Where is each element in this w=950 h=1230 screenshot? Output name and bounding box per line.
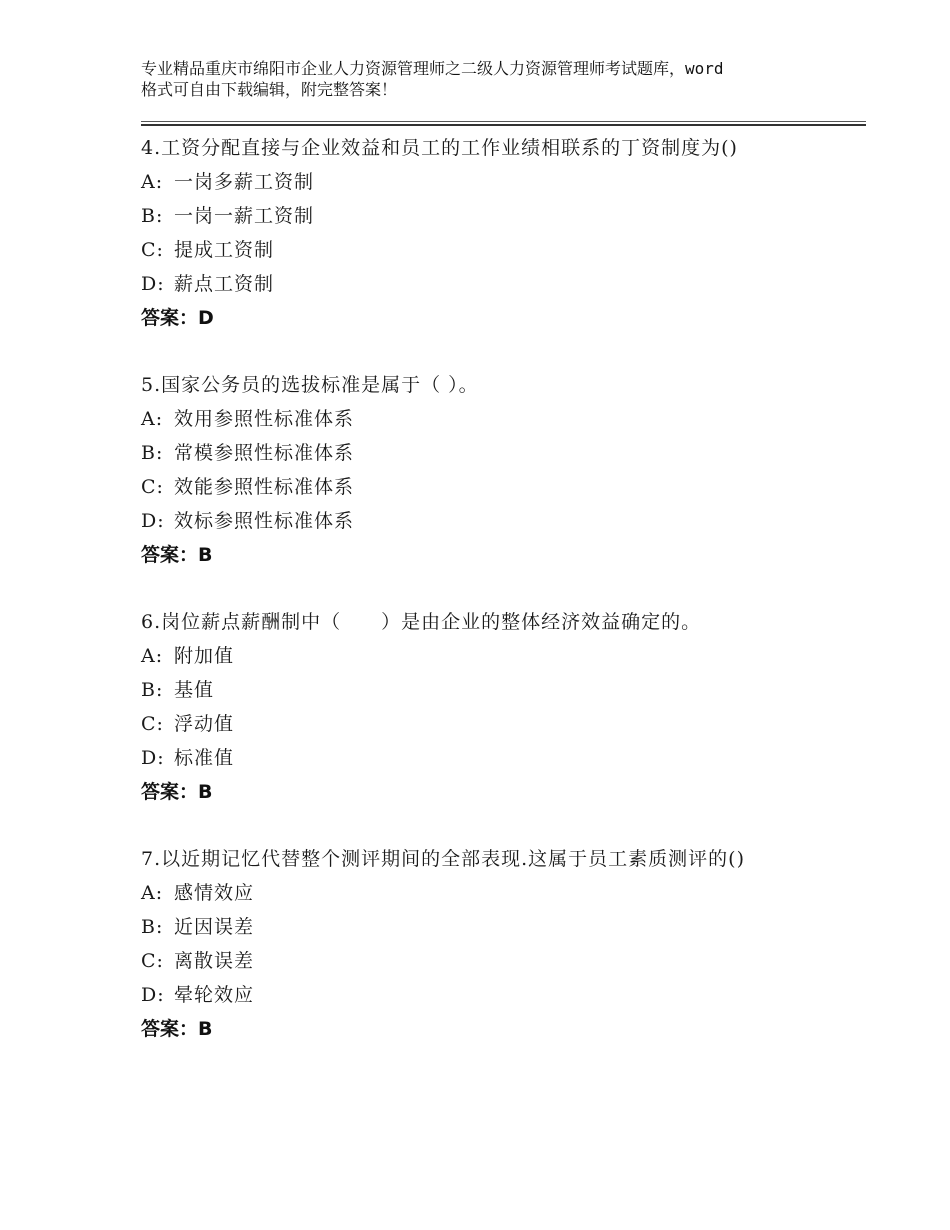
- option-key: B:: [141, 205, 164, 227]
- option-text: 效标参照性标准体系: [174, 510, 355, 532]
- option-b: [141, 199, 841, 233]
- option-key: A:: [141, 171, 164, 193]
- option-a: [141, 639, 841, 673]
- option-text: 常模参照性标准体系: [174, 442, 355, 464]
- option-d: [141, 504, 841, 538]
- option-key: A:: [141, 408, 164, 430]
- option-key: D:: [141, 273, 165, 295]
- question-stem: 6.岗位薪点薪酬制中（ ）是由企业的整体经济效益确定的。: [141, 611, 702, 633]
- option-text: 基值: [174, 679, 215, 701]
- option-c: [141, 707, 841, 741]
- answer-line: 答案：B: [141, 544, 213, 566]
- header-divider-thin: [141, 121, 866, 122]
- option-a: [141, 165, 841, 199]
- option-text: 标准值: [174, 747, 235, 769]
- option-d: [141, 741, 841, 775]
- option-b: [141, 673, 841, 707]
- question-item: [141, 605, 841, 809]
- option-key: D:: [141, 984, 165, 1006]
- option-text: 附加值: [174, 645, 235, 667]
- option-b: [141, 436, 841, 470]
- answer-line: 答案：B: [141, 781, 213, 803]
- option-key: D:: [141, 510, 165, 532]
- option-key: B:: [141, 679, 164, 701]
- question-item: [141, 368, 841, 572]
- option-text: 一岗多薪工资制: [174, 171, 315, 193]
- document-header: [141, 58, 831, 100]
- header-divider-thick: [141, 124, 866, 126]
- option-key: B:: [141, 442, 164, 464]
- question-stem: 7.以近期记忆代替整个测评期间的全部表现.这属于员工素质测评的(): [141, 848, 745, 870]
- option-key: C:: [141, 950, 164, 972]
- option-key: B:: [141, 916, 164, 938]
- header-line-1: 专业精品重庆市绵阳市企业人力资源管理师之二级人力资源管理师考试题库，word: [141, 59, 724, 78]
- option-a: [141, 402, 841, 436]
- answer-line: 答案：D: [141, 307, 214, 329]
- option-text: 感情效应: [174, 882, 255, 904]
- option-text: 离散误差: [174, 950, 255, 972]
- option-key: C:: [141, 713, 164, 735]
- option-text: 提成工资制: [174, 239, 275, 261]
- option-a: [141, 876, 841, 910]
- question-list: [141, 131, 841, 1079]
- option-key: C:: [141, 239, 164, 261]
- option-d: [141, 978, 841, 1012]
- option-text: 晕轮效应: [174, 984, 255, 1006]
- question-stem: 5.国家公务员的选拔标准是属于（ ）。: [141, 374, 479, 396]
- option-d: [141, 267, 841, 301]
- option-text: 近因误差: [174, 916, 255, 938]
- question-item: [141, 131, 841, 335]
- option-key: A:: [141, 645, 164, 667]
- answer-line: 答案：B: [141, 1018, 213, 1040]
- option-text: 效能参照性标准体系: [174, 476, 355, 498]
- option-text: 效用参照性标准体系: [174, 408, 355, 430]
- question-stem: 4.工资分配直接与企业效益和员工的工作业绩相联系的丁资制度为(): [141, 137, 738, 159]
- option-key: C:: [141, 476, 164, 498]
- option-text: 一岗一薪工资制: [174, 205, 315, 227]
- question-item: [141, 842, 841, 1046]
- option-c: [141, 470, 841, 504]
- option-key: A:: [141, 882, 164, 904]
- option-text: 浮动值: [174, 713, 235, 735]
- option-text: 薪点工资制: [174, 273, 275, 295]
- option-c: [141, 233, 841, 267]
- option-b: [141, 910, 841, 944]
- option-c: [141, 944, 841, 978]
- header-line-2: 格式可自由下载编辑，附完整答案！: [141, 80, 398, 99]
- option-key: D:: [141, 747, 165, 769]
